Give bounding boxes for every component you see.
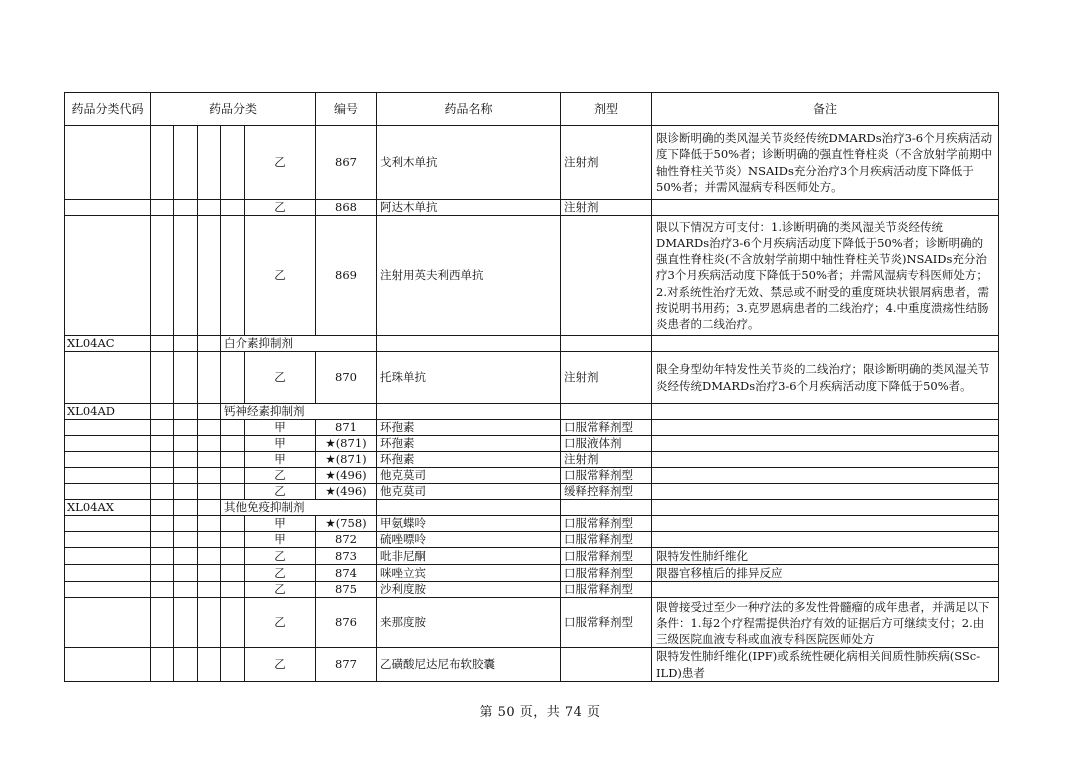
level-cell <box>221 200 245 216</box>
level-cell <box>198 582 221 598</box>
number-cell: 875 <box>316 582 377 598</box>
level-cell <box>174 516 198 532</box>
remark-cell: 限以下情况方可支付：1.诊断明确的类风湿关节炎经传统DMARDs治疗3-6个月疾病活动度下降低于50%者；诊断明确的强直性脊柱炎(不含放射学前期中轴性脊柱关节炎)NSAIDs充分治疗3个月疾病活动度下降低于50%者；并需风湿病专科医师处方；2.对系统性治疗无效、禁忌或不耐受的重度斑块状银屑病患者，需按说明书用药；3.克罗恩病患者的二线治疗；4.中重度溃疡性结肠炎患者的二线治疗。 <box>652 216 999 336</box>
level-cell <box>174 532 198 548</box>
level-cell <box>198 126 221 200</box>
level-cell <box>151 336 174 352</box>
number-cell: ★(496) <box>316 468 377 484</box>
table-row <box>65 468 999 484</box>
level-cell <box>174 436 198 452</box>
drug-catalog-table <box>64 92 999 682</box>
form-cell: 口服液体剂 <box>561 436 652 452</box>
class-code-cell: XL04AD <box>65 404 151 420</box>
level-cell <box>221 598 245 648</box>
level-cell <box>174 452 198 468</box>
table-row <box>65 420 999 436</box>
form-cell <box>561 648 652 681</box>
class-code-cell <box>65 516 151 532</box>
form-cell <box>561 500 652 516</box>
insurance-class-cell: 乙 <box>245 216 316 336</box>
class-code-cell <box>65 582 151 598</box>
drug-name-cell: 阿达木单抗 <box>377 200 561 216</box>
level-cell <box>198 648 221 681</box>
level-cell <box>151 582 174 598</box>
level-cell <box>174 352 198 404</box>
level-cell <box>151 516 174 532</box>
insurance-class-cell: 乙 <box>245 484 316 500</box>
level-cell <box>151 126 174 200</box>
class-code-cell <box>65 548 151 565</box>
level-cell <box>198 404 221 420</box>
table-row <box>65 532 999 548</box>
insurance-class-cell: 乙 <box>245 352 316 404</box>
level-cell <box>151 452 174 468</box>
level-cell <box>221 565 245 582</box>
drug-name-cell: 环孢素 <box>377 436 561 452</box>
number-cell: 867 <box>316 126 377 200</box>
form-cell: 口服常释剂型 <box>561 420 652 436</box>
insurance-class-cell: 乙 <box>245 582 316 598</box>
insurance-class-cell: 乙 <box>245 598 316 648</box>
remark-cell <box>652 452 999 468</box>
remark-cell: 限全身型幼年特发性关节炎的二线治疗；限诊断明确的类风湿关节炎经传统DMARDs治疗3-6个月疾病活动度下降低于50%者。 <box>652 352 999 404</box>
header-form: 剂型 <box>561 93 652 126</box>
form-cell <box>561 404 652 420</box>
level-cell <box>221 532 245 548</box>
table-row <box>65 452 999 468</box>
level-cell <box>174 404 198 420</box>
class-code-cell: XL04AX <box>65 500 151 516</box>
form-cell: 口服常释剂型 <box>561 565 652 582</box>
remark-cell <box>652 336 999 352</box>
level-cell <box>174 582 198 598</box>
class-code-cell <box>65 420 151 436</box>
drug-name-cell: 乙磺酸尼达尼布软胶囊 <box>377 648 561 681</box>
class-code-cell <box>65 436 151 452</box>
group-title-cell: 其他免疫抑制剂 <box>221 500 377 516</box>
page-footer: 第 50 页，共 74 页 <box>479 705 601 720</box>
level-cell <box>198 336 221 352</box>
level-cell <box>221 648 245 681</box>
level-cell <box>151 420 174 436</box>
remark-cell <box>652 532 999 548</box>
level-cell <box>174 336 198 352</box>
form-cell: 注射剂 <box>561 200 652 216</box>
table-row <box>65 436 999 452</box>
level-cell <box>151 468 174 484</box>
form-cell: 注射剂 <box>561 452 652 468</box>
header-category: 药品分类 <box>151 93 316 126</box>
level-cell <box>221 420 245 436</box>
form-cell: 口服常释剂型 <box>561 598 652 648</box>
group-row <box>65 500 999 516</box>
header-number: 编号 <box>316 93 377 126</box>
remark-cell <box>652 582 999 598</box>
level-cell <box>174 126 198 200</box>
level-cell <box>198 216 221 336</box>
level-cell <box>151 548 174 565</box>
drug-name-cell: 环孢素 <box>377 420 561 436</box>
form-cell: 注射剂 <box>561 352 652 404</box>
number-cell: ★(496) <box>316 484 377 500</box>
level-cell <box>221 468 245 484</box>
level-cell <box>151 216 174 336</box>
level-cell <box>174 598 198 648</box>
remark-cell <box>652 436 999 452</box>
table-row <box>65 200 999 216</box>
level-cell <box>174 548 198 565</box>
class-code-cell <box>65 200 151 216</box>
header-class-code: 药品分类代码 <box>65 93 151 126</box>
level-cell <box>198 516 221 532</box>
class-code-cell <box>65 598 151 648</box>
header-row <box>65 93 999 126</box>
remark-cell: 限诊断明确的类风湿关节炎经传统DMARDs治疗3-6个月疾病活动度下降低于50%者；诊断明确的强直性脊柱炎（不含放射学前期中轴性脊柱关节炎）NSAIDs充分治疗3个月疾病活动度下降低于50%者；并需风湿病专科医师处方。 <box>652 126 999 200</box>
number-cell: ★(758) <box>316 516 377 532</box>
table-row <box>65 126 999 200</box>
class-code-cell <box>65 216 151 336</box>
level-cell <box>221 582 245 598</box>
level-cell <box>151 500 174 516</box>
remark-cell <box>652 420 999 436</box>
level-cell <box>198 565 221 582</box>
level-cell <box>221 516 245 532</box>
level-cell <box>174 468 198 484</box>
remark-cell: 限特发性肺纤维化(IPF)或系统性硬化病相关间质性肺疾病(SSc-ILD)患者 <box>652 648 999 681</box>
level-cell <box>174 500 198 516</box>
insurance-class-cell: 乙 <box>245 548 316 565</box>
drug-name-cell: 甲氨蝶呤 <box>377 516 561 532</box>
table-row <box>65 598 999 648</box>
level-cell <box>221 436 245 452</box>
number-cell: 873 <box>316 548 377 565</box>
drug-name-cell: 来那度胺 <box>377 598 561 648</box>
table-row <box>65 565 999 582</box>
level-cell <box>174 420 198 436</box>
table-row <box>65 516 999 532</box>
level-cell <box>174 648 198 681</box>
class-code-cell <box>65 352 151 404</box>
group-row <box>65 404 999 420</box>
group-title-cell: 钙神经素抑制剂 <box>221 404 377 420</box>
number-cell: 871 <box>316 420 377 436</box>
remark-cell <box>652 500 999 516</box>
class-code-cell: XL04AC <box>65 336 151 352</box>
level-cell <box>221 548 245 565</box>
number-cell: 868 <box>316 200 377 216</box>
number-cell: 874 <box>316 565 377 582</box>
class-code-cell <box>65 452 151 468</box>
form-cell: 口服常释剂型 <box>561 532 652 548</box>
level-cell <box>221 126 245 200</box>
form-cell: 缓释控释剂型 <box>561 484 652 500</box>
class-code-cell <box>65 468 151 484</box>
drug-name-cell: 硫唑嘌呤 <box>377 532 561 548</box>
level-cell <box>198 548 221 565</box>
table-row <box>65 352 999 404</box>
table-row <box>65 548 999 565</box>
drug-name-cell: 戈利木单抗 <box>377 126 561 200</box>
level-cell <box>151 598 174 648</box>
form-cell <box>561 336 652 352</box>
number-cell: 870 <box>316 352 377 404</box>
number-cell: 869 <box>316 216 377 336</box>
remark-cell <box>652 484 999 500</box>
table-row <box>65 648 999 681</box>
drug-name-cell: 咪唑立宾 <box>377 565 561 582</box>
insurance-class-cell: 乙 <box>245 200 316 216</box>
remark-cell <box>652 516 999 532</box>
number-cell: ★(871) <box>316 436 377 452</box>
number-cell: ★(871) <box>316 452 377 468</box>
level-cell <box>151 648 174 681</box>
level-cell <box>221 352 245 404</box>
header-drug-name: 药品名称 <box>377 93 561 126</box>
drug-name-cell <box>377 404 561 420</box>
insurance-class-cell: 甲 <box>245 516 316 532</box>
group-row <box>65 336 999 352</box>
class-code-cell <box>65 565 151 582</box>
remark-cell: 限特发性肺纤维化 <box>652 548 999 565</box>
drug-name-cell <box>377 336 561 352</box>
level-cell <box>198 420 221 436</box>
remark-cell <box>652 468 999 484</box>
insurance-class-cell: 乙 <box>245 565 316 582</box>
drug-name-cell: 他克莫司 <box>377 484 561 500</box>
form-cell: 口服常释剂型 <box>561 582 652 598</box>
form-cell <box>561 216 652 336</box>
level-cell <box>221 484 245 500</box>
insurance-class-cell: 乙 <box>245 648 316 681</box>
drug-name-cell: 托珠单抗 <box>377 352 561 404</box>
level-cell <box>174 216 198 336</box>
level-cell <box>198 200 221 216</box>
table-row <box>65 582 999 598</box>
group-title-cell: 白介素抑制剂 <box>221 336 377 352</box>
insurance-class-cell: 甲 <box>245 420 316 436</box>
level-cell <box>198 598 221 648</box>
level-cell <box>151 352 174 404</box>
level-cell <box>151 200 174 216</box>
class-code-cell <box>65 648 151 681</box>
level-cell <box>174 200 198 216</box>
level-cell <box>198 532 221 548</box>
level-cell <box>221 216 245 336</box>
number-cell: 877 <box>316 648 377 681</box>
level-cell <box>198 468 221 484</box>
level-cell <box>151 436 174 452</box>
form-cell: 口服常释剂型 <box>561 548 652 565</box>
class-code-cell <box>65 126 151 200</box>
drug-name-cell: 他克莫司 <box>377 468 561 484</box>
insurance-class-cell: 甲 <box>245 436 316 452</box>
level-cell <box>198 484 221 500</box>
number-cell: 876 <box>316 598 377 648</box>
remark-cell <box>652 404 999 420</box>
table-body <box>65 126 999 682</box>
level-cell <box>198 436 221 452</box>
number-cell: 872 <box>316 532 377 548</box>
remark-cell: 限曾接受过至少一种疗法的多发性骨髓瘤的成年患者，并满足以下条件：1.每2个疗程需提供治疗有效的证据后方可继续支付；2.由三级医院血液专科或血液专科医院医师处方 <box>652 598 999 648</box>
remark-cell <box>652 200 999 216</box>
insurance-class-cell: 乙 <box>245 126 316 200</box>
level-cell <box>198 452 221 468</box>
level-cell <box>198 352 221 404</box>
level-cell <box>198 500 221 516</box>
insurance-class-cell: 甲 <box>245 452 316 468</box>
level-cell <box>151 532 174 548</box>
table-row <box>65 484 999 500</box>
level-cell <box>174 484 198 500</box>
insurance-class-cell: 甲 <box>245 532 316 548</box>
table-row <box>65 216 999 336</box>
form-cell: 口服常释剂型 <box>561 516 652 532</box>
drug-name-cell: 吡非尼酮 <box>377 548 561 565</box>
header-remark: 备注 <box>652 93 999 126</box>
level-cell <box>151 565 174 582</box>
form-cell: 注射剂 <box>561 126 652 200</box>
level-cell <box>174 565 198 582</box>
class-code-cell <box>65 532 151 548</box>
form-cell: 口服常释剂型 <box>561 468 652 484</box>
level-cell <box>151 484 174 500</box>
drug-name-cell <box>377 500 561 516</box>
drug-name-cell: 沙利度胺 <box>377 582 561 598</box>
class-code-cell <box>65 484 151 500</box>
level-cell <box>151 404 174 420</box>
drug-name-cell: 环孢素 <box>377 452 561 468</box>
insurance-class-cell: 乙 <box>245 468 316 484</box>
drug-name-cell: 注射用英夫利西单抗 <box>377 216 561 336</box>
level-cell <box>221 452 245 468</box>
remark-cell: 限器官移植后的排异反应 <box>652 565 999 582</box>
